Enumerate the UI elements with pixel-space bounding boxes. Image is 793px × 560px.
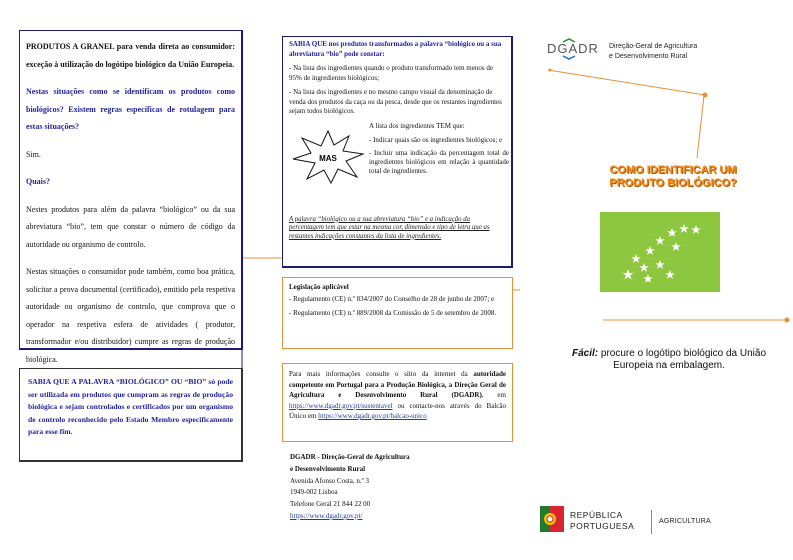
mas-star-icon (291, 130, 365, 184)
republica-portuguesa-text (570, 510, 634, 531)
bulk-question-1: Nestas situações como se identificam os produtos como biológicos? Existem regras específicas de rotulagem para estas situações? (26, 87, 235, 131)
legislation-item-2: - Regulamento (CE) n.º 889/2008 da Comissão de 5 de setembro de 2008. (289, 309, 497, 317)
cover-title (578, 164, 768, 190)
rp-line-2: PORTUGUESA (570, 520, 635, 531)
bulk-answer-1: Sim. (26, 149, 41, 159)
bulk-answer-2: Nestes produtos para além da palavra “biológico” ou da sua abreviatura “bio”, tem que constar o número de código da autoridade ou organismo de controlo. (26, 204, 235, 249)
info-authority: autoridade competente em Portugal para a Produção Biológica, a Direção Geral de Agricultura e Desenvolvimento Rural (DGADR) (289, 370, 506, 399)
dgadr-org-name (609, 42, 697, 61)
ingredients-list-title: A lista dos ingredientes TEM que: (369, 121, 465, 130)
address-website-link[interactable]: https://www.dgadr.gov.pt/ (290, 511, 363, 520)
eu-organic-leaf-icon (600, 212, 720, 292)
address-line-1: DGADR - Direção-Geral de Agricultura (290, 453, 410, 461)
dgadr-org-line-1: Direção-Geral de Agricultura (609, 43, 698, 50)
mas-label: MAS (319, 153, 337, 163)
address-line-4: 1949-002 Lisboa (290, 488, 338, 497)
bulk-question-2: Quais? (26, 177, 51, 186)
ingredients-section (289, 121, 509, 214)
info-link-balcao-unico[interactable]: https://www.dgadr.gov.pt/balcao-unico (318, 412, 427, 420)
address-line-2: e Desenvolvimento Rural (290, 464, 366, 473)
dgadr-org-line-2: e Desenvolvimento Rural (609, 52, 688, 60)
processed-item-1: - Na lista dos ingredientes quando o produto transformado tem menos de 95% de ingredientes biológicos; (289, 64, 493, 82)
ingredients-note (289, 216, 505, 242)
dgadr-address (290, 452, 500, 523)
rp-separator (651, 510, 652, 534)
ingredients-note-text: A palavra “biológico ou a sua abreviatura “bio” e a indicação da percentagem tem que estar na mesma cor, dimensão e tipo de letra que as restantes indicações constantes da lista de ingredientes. (289, 215, 490, 240)
cover-title-line-2: PRODUTO BIOLÓGICO? (609, 177, 737, 189)
dgadr-logo-text: DGADR (547, 41, 599, 56)
republica-portuguesa-emblem-icon (540, 506, 564, 532)
info-text-d: ou contacte-nos através do Balcão Único em (289, 401, 506, 420)
info-text-c: , em (481, 391, 506, 399)
processed-item-2: - Na lista dos ingredientes e no mesmo campo visual da denominação de venda dos produtos da caça ou da pesca, desde que os restantes ingredientes sejam todos biológicos. (289, 88, 502, 115)
dgadr-logo-icon (545, 38, 615, 60)
processed-products-heading: SABIA QUE nos produtos transformados a palavra “biológico ou a sua abreviatura “bio” pode constar: (289, 40, 502, 58)
cover-title-line-1: COMO IDENTIFICAR UM (609, 164, 737, 176)
bulk-products-heading: PRODUTOS A GRANEL para venda direta ao consumidor: exceção à utilização do logótipo biológico da União Europeia. (26, 42, 235, 69)
more-info-box (282, 363, 513, 442)
processed-products-box (282, 36, 513, 268)
ingredients-list-rules (369, 122, 509, 177)
legislation-box (282, 277, 513, 349)
bio-word-box: SABIA QUE A PALAVRA “BIOLÓGICO” OU “BIO” só pode ser utilizada em produtos que cumpram as regras de produção biológica e sejam controlados e certificados por um organismo de controlo reconhecido pelo Estado Membro especificamente para esse fim. (19, 368, 243, 462)
address-line-3: Avenida Afonso Costa, n.º 3 (290, 476, 370, 485)
legislation-item-1: - Regulamento (CE) n.º 834/2007 do Conselho de 28 de junho de 2007; e (289, 295, 495, 303)
cover-tagline (556, 348, 782, 372)
agricultura-label: AGRICULTURA (659, 518, 711, 525)
address-phone: Telefone Geral 21 844 22 00 (290, 500, 371, 509)
tagline-emphasis: Fácil: (571, 348, 599, 359)
info-text-a: Para mais informações consulte o sítio da internet da (289, 370, 474, 378)
rp-line-1: REPÚBLICA (570, 510, 623, 520)
ingredients-rule-2: - Incluir uma indicação da percentagem total de ingredientes biológicos em relação à quantidade total de ingredientes. (369, 148, 509, 176)
bulk-answer-3: Nestas situações o consumidor pode também, como boa prática, solicitar a prova documental (certificado), emitido pela respetiva autoridade ou organismo de controlo, que comprova que o operador na respetiva esfera de atividades ( produtor, transformador e/ou distribuidor) cumpre as regras de produção biológica. (26, 267, 235, 364)
ingredients-rule-1: - Indicar quais são os ingredientes biológicos; e (369, 135, 503, 144)
bulk-products-box (19, 30, 243, 364)
tagline-text: procure o logótipo biológico da União Europeia na embalagem. (598, 348, 766, 371)
info-link-sustentavel[interactable]: https://www.dgadr.gov.pt/sustentavel (289, 401, 393, 410)
legislation-title: Legislação aplicável (289, 283, 349, 291)
